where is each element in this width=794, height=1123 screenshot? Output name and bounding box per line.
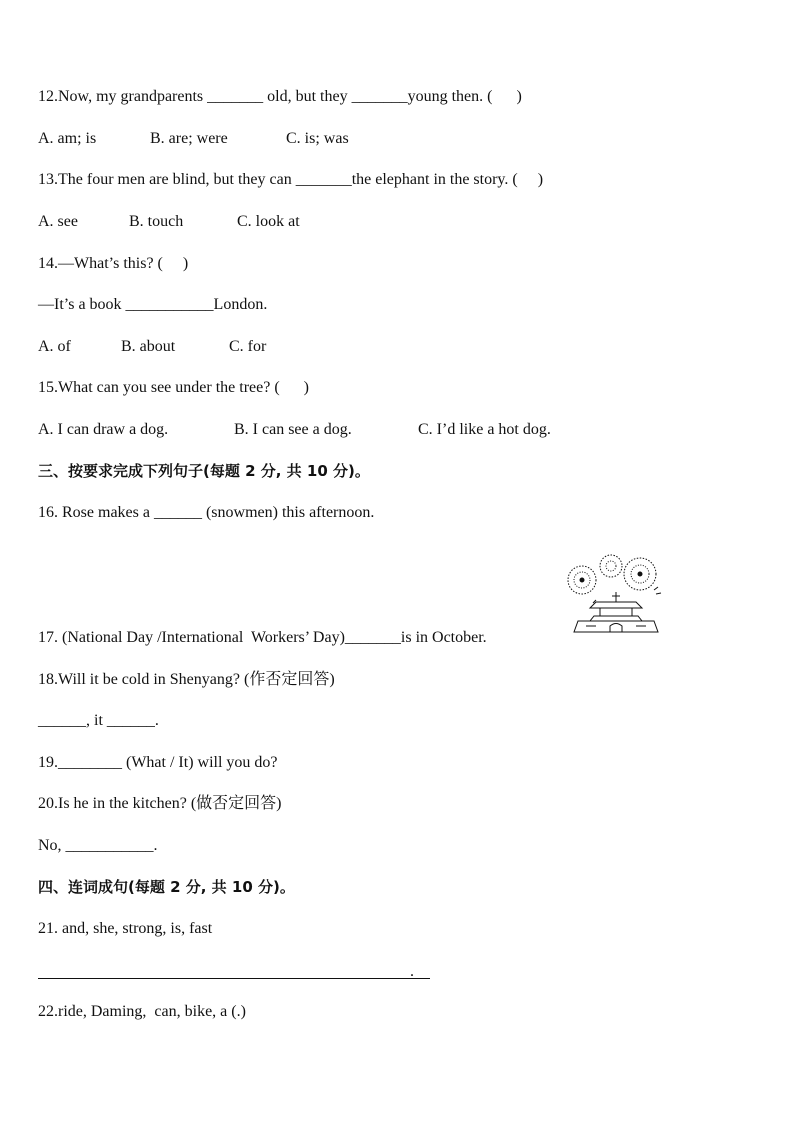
q13-option-c: C. look at bbox=[237, 213, 300, 230]
q13-stem: 13.The four men are blind, but they can _______the elephant in the story. ( ) bbox=[38, 171, 544, 188]
q14-reply: —It’s a book ___________London. bbox=[38, 296, 268, 313]
q19-text: 19.________ (What / It) will you do? bbox=[38, 754, 278, 771]
q15-option-c: C. I’d like a hot dog. bbox=[418, 421, 551, 438]
q18-stem: 18.Will it be cold in Shenyang? (作否定回答) bbox=[38, 671, 335, 688]
q21-end-mark: . bbox=[410, 963, 414, 980]
q14-option-c: C. for bbox=[229, 338, 267, 355]
q13-option-a: A. see bbox=[38, 213, 78, 230]
q12-option-a: A. am; is bbox=[38, 130, 97, 147]
q15-option-a: A. I can draw a dog. bbox=[38, 421, 169, 438]
q22-words: 22.ride, Daming, can, bike, a (.) bbox=[38, 1003, 246, 1020]
section-4-heading: 四、连词成句(每题 2 分, 共 10 分)。 bbox=[38, 878, 295, 896]
q14-option-a: A. of bbox=[38, 338, 71, 355]
q14-stem: 14.—What’s this? ( ) bbox=[38, 255, 189, 272]
q14-option-b: B. about bbox=[121, 338, 176, 355]
section-3-heading: 三、按要求完成下列句子(每题 2 分, 共 10 分)。 bbox=[38, 462, 370, 480]
q17-text: 17. (National Day /International Workers’ Day)_______is in October. bbox=[38, 629, 487, 646]
q21-answer-line[interactable] bbox=[38, 978, 430, 979]
q20-stem: 20.Is he in the kitchen? (做否定回答) bbox=[38, 795, 282, 812]
q15-stem: 15.What can you see under the tree? ( ) bbox=[38, 379, 309, 396]
q16-text: 16. Rose makes a ______ (snowmen) this afternoon. bbox=[38, 504, 375, 521]
q12-stem: 12.Now, my grandparents _______ old, but they _______young then. ( ) bbox=[38, 88, 522, 105]
tiananmen-fireworks-icon bbox=[566, 550, 666, 640]
q13-option-b: B. touch bbox=[129, 213, 184, 230]
q20-answer: No, ___________. bbox=[38, 837, 158, 854]
q21-words: 21. and, she, strong, is, fast bbox=[38, 920, 213, 937]
q18-answer: ______, it ______. bbox=[38, 712, 159, 729]
q15-option-b: B. I can see a dog. bbox=[234, 421, 352, 438]
q12-option-c: C. is; was bbox=[286, 130, 349, 147]
q12-option-b: B. are; were bbox=[150, 130, 228, 147]
